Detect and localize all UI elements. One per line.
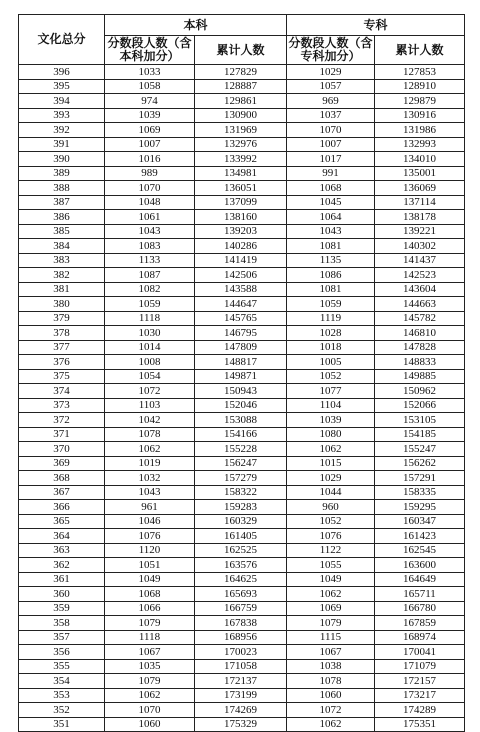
- undergrad-segment-cell: 1062: [105, 688, 195, 703]
- undergrad-cumulative-cell: 146795: [195, 326, 287, 341]
- vocational-segment-cell: 1005: [287, 355, 375, 370]
- score-cell: 367: [19, 485, 105, 500]
- undergrad-segment-cell: 1078: [105, 427, 195, 442]
- vocational-cumulative-cell: 160347: [375, 514, 465, 529]
- vocational-cumulative-cell: 143604: [375, 282, 465, 297]
- undergrad-segment-cell: 1083: [105, 239, 195, 254]
- score-cell: 368: [19, 471, 105, 486]
- vocational-segment-cell: 1055: [287, 558, 375, 573]
- undergrad-cumulative-cell: 150943: [195, 384, 287, 399]
- undergrad-segment-cell: 1032: [105, 471, 195, 486]
- table-row: [19, 616, 465, 631]
- score-cell: 389: [19, 166, 105, 181]
- vocational-cumulative-cell: 159295: [375, 500, 465, 515]
- undergrad-segment-cell: 1118: [105, 630, 195, 645]
- table-row: [19, 369, 465, 384]
- score-cell: 353: [19, 688, 105, 703]
- vocational-segment-cell: 1052: [287, 514, 375, 529]
- vocational-segment-cell: 1068: [287, 181, 375, 196]
- table-row: [19, 181, 465, 196]
- vocational-cumulative-cell: 149885: [375, 369, 465, 384]
- undergrad-segment-cell: 1079: [105, 616, 195, 631]
- undergrad-segment-cell: 1103: [105, 398, 195, 413]
- score-cell: 384: [19, 239, 105, 254]
- vocational-segment-cell: 1044: [287, 485, 375, 500]
- table-row: [19, 268, 465, 283]
- vocational-cumulative-cell: 152066: [375, 398, 465, 413]
- table-row: [19, 152, 465, 167]
- score-cell: 363: [19, 543, 105, 558]
- undergrad-segment-cell: 1039: [105, 108, 195, 123]
- table-row: [19, 311, 465, 326]
- vocational-cumulative-cell: 147828: [375, 340, 465, 355]
- score-cell: 378: [19, 326, 105, 341]
- undergrad-cumulative-cell: 127829: [195, 65, 287, 80]
- undergrad-cumulative-cell: 175329: [195, 717, 287, 732]
- header-group-undergrad: 本科: [105, 15, 287, 36]
- vocational-segment-cell: 1060: [287, 688, 375, 703]
- undergrad-segment-cell: 1059: [105, 297, 195, 312]
- table-row: [19, 253, 465, 268]
- vocational-segment-cell: 1007: [287, 137, 375, 152]
- table-row: [19, 645, 465, 660]
- undergrad-cumulative-cell: 142506: [195, 268, 287, 283]
- vocational-segment-cell: 991: [287, 166, 375, 181]
- vocational-segment-cell: 1104: [287, 398, 375, 413]
- score-cell: 381: [19, 282, 105, 297]
- score-cell: 355: [19, 659, 105, 674]
- undergrad-segment-cell: 1058: [105, 79, 195, 94]
- vocational-segment-cell: 1081: [287, 239, 375, 254]
- undergrad-segment-cell: 1069: [105, 123, 195, 138]
- undergrad-cumulative-cell: 160329: [195, 514, 287, 529]
- vocational-segment-cell: 969: [287, 94, 375, 109]
- undergrad-segment-cell: 1060: [105, 717, 195, 732]
- score-cell: 386: [19, 210, 105, 225]
- vocational-cumulative-cell: 150962: [375, 384, 465, 399]
- table-row: [19, 108, 465, 123]
- undergrad-segment-cell: 1070: [105, 703, 195, 718]
- vocational-segment-cell: 1017: [287, 152, 375, 167]
- vocational-segment-cell: 1067: [287, 645, 375, 660]
- vocational-cumulative-cell: 145782: [375, 311, 465, 326]
- vocational-segment-cell: 1069: [287, 601, 375, 616]
- table-row: [19, 703, 465, 718]
- undergrad-segment-cell: 1048: [105, 195, 195, 210]
- vocational-cumulative-cell: 170041: [375, 645, 465, 660]
- undergrad-cumulative-cell: 173199: [195, 688, 287, 703]
- table-row: [19, 514, 465, 529]
- header-undergrad-segment: 分数段人数（含本科加分）: [105, 36, 195, 65]
- vocational-cumulative-cell: 142523: [375, 268, 465, 283]
- score-table-container: [18, 14, 464, 732]
- undergrad-cumulative-cell: 167838: [195, 616, 287, 631]
- vocational-cumulative-cell: 161423: [375, 529, 465, 544]
- score-cell: 396: [19, 65, 105, 80]
- header-undergrad-cumulative: 累计人数: [195, 36, 287, 65]
- undergrad-segment-cell: 961: [105, 500, 195, 515]
- vocational-segment-cell: 1052: [287, 369, 375, 384]
- vocational-cumulative-cell: 148833: [375, 355, 465, 370]
- vocational-segment-cell: 1064: [287, 210, 375, 225]
- undergrad-segment-cell: 1035: [105, 659, 195, 674]
- table-row: [19, 166, 465, 181]
- vocational-segment-cell: 1077: [287, 384, 375, 399]
- undergrad-cumulative-cell: 128887: [195, 79, 287, 94]
- vocational-segment-cell: 1119: [287, 311, 375, 326]
- undergrad-cumulative-cell: 170023: [195, 645, 287, 660]
- score-cell: 366: [19, 500, 105, 515]
- vocational-cumulative-cell: 140302: [375, 239, 465, 254]
- vocational-cumulative-cell: 134010: [375, 152, 465, 167]
- undergrad-cumulative-cell: 144647: [195, 297, 287, 312]
- undergrad-segment-cell: 1133: [105, 253, 195, 268]
- score-cell: 376: [19, 355, 105, 370]
- score-cell: 369: [19, 456, 105, 471]
- table-row: [19, 384, 465, 399]
- table-row: [19, 558, 465, 573]
- score-cell: 393: [19, 108, 105, 123]
- table-row: [19, 427, 465, 442]
- vocational-segment-cell: 1076: [287, 529, 375, 544]
- vocational-segment-cell: 1039: [287, 413, 375, 428]
- vocational-cumulative-cell: 146810: [375, 326, 465, 341]
- vocational-cumulative-cell: 137114: [375, 195, 465, 210]
- undergrad-segment-cell: 1051: [105, 558, 195, 573]
- undergrad-cumulative-cell: 129861: [195, 94, 287, 109]
- undergrad-cumulative-cell: 156247: [195, 456, 287, 471]
- vocational-segment-cell: 1072: [287, 703, 375, 718]
- undergrad-cumulative-cell: 136051: [195, 181, 287, 196]
- undergrad-cumulative-cell: 155228: [195, 442, 287, 457]
- undergrad-segment-cell: 1007: [105, 137, 195, 152]
- undergrad-cumulative-cell: 149871: [195, 369, 287, 384]
- undergrad-segment-cell: 1016: [105, 152, 195, 167]
- undergrad-segment-cell: 1030: [105, 326, 195, 341]
- undergrad-segment-cell: 1068: [105, 587, 195, 602]
- table-row: [19, 529, 465, 544]
- undergrad-cumulative-cell: 154166: [195, 427, 287, 442]
- vocational-cumulative-cell: 164649: [375, 572, 465, 587]
- undergrad-segment-cell: 1082: [105, 282, 195, 297]
- vocational-cumulative-cell: 163600: [375, 558, 465, 573]
- table-row: [19, 456, 465, 471]
- undergrad-cumulative-cell: 138160: [195, 210, 287, 225]
- score-cell: 352: [19, 703, 105, 718]
- undergrad-segment-cell: 1076: [105, 529, 195, 544]
- table-row: [19, 210, 465, 225]
- score-cell: 370: [19, 442, 105, 457]
- vocational-cumulative-cell: 136069: [375, 181, 465, 196]
- vocational-segment-cell: 1080: [287, 427, 375, 442]
- table-row: [19, 355, 465, 370]
- undergrad-segment-cell: 1079: [105, 674, 195, 689]
- vocational-cumulative-cell: 158335: [375, 485, 465, 500]
- undergrad-cumulative-cell: 145765: [195, 311, 287, 326]
- undergrad-segment-cell: 1014: [105, 340, 195, 355]
- vocational-cumulative-cell: 162545: [375, 543, 465, 558]
- vocational-cumulative-cell: 129879: [375, 94, 465, 109]
- score-cell: 362: [19, 558, 105, 573]
- vocational-cumulative-cell: 155247: [375, 442, 465, 457]
- score-cell: 358: [19, 616, 105, 631]
- undergrad-cumulative-cell: 148817: [195, 355, 287, 370]
- undergrad-segment-cell: 1046: [105, 514, 195, 529]
- undergrad-segment-cell: 1070: [105, 181, 195, 196]
- score-cell: 365: [19, 514, 105, 529]
- score-cell: 380: [19, 297, 105, 312]
- vocational-cumulative-cell: 127853: [375, 65, 465, 80]
- table-row: [19, 282, 465, 297]
- score-cell: 385: [19, 224, 105, 239]
- table-row: [19, 572, 465, 587]
- vocational-cumulative-cell: 130916: [375, 108, 465, 123]
- header-vocational-cumulative: 累计人数: [375, 36, 465, 65]
- header-group-vocational: 专科: [287, 15, 465, 36]
- score-cell: 364: [19, 529, 105, 544]
- table-row: [19, 398, 465, 413]
- undergrad-segment-cell: 1067: [105, 645, 195, 660]
- score-cell: 377: [19, 340, 105, 355]
- vocational-segment-cell: 1079: [287, 616, 375, 631]
- undergrad-segment-cell: 1120: [105, 543, 195, 558]
- undergrad-segment-cell: 1061: [105, 210, 195, 225]
- table-row: [19, 65, 465, 80]
- undergrad-cumulative-cell: 159283: [195, 500, 287, 515]
- table-row: [19, 224, 465, 239]
- undergrad-cumulative-cell: 141419: [195, 253, 287, 268]
- undergrad-cumulative-cell: 132976: [195, 137, 287, 152]
- undergrad-cumulative-cell: 161405: [195, 529, 287, 544]
- undergrad-cumulative-cell: 134981: [195, 166, 287, 181]
- undergrad-segment-cell: 1062: [105, 442, 195, 457]
- vocational-segment-cell: 960: [287, 500, 375, 515]
- vocational-cumulative-cell: 154185: [375, 427, 465, 442]
- undergrad-cumulative-cell: 164625: [195, 572, 287, 587]
- vocational-segment-cell: 1037: [287, 108, 375, 123]
- score-cell: 395: [19, 79, 105, 94]
- undergrad-segment-cell: 1087: [105, 268, 195, 283]
- vocational-segment-cell: 1059: [287, 297, 375, 312]
- table-row: [19, 674, 465, 689]
- vocational-cumulative-cell: 138178: [375, 210, 465, 225]
- vocational-segment-cell: 1135: [287, 253, 375, 268]
- table-row: [19, 297, 465, 312]
- vocational-segment-cell: 1122: [287, 543, 375, 558]
- undergrad-segment-cell: 1066: [105, 601, 195, 616]
- undergrad-cumulative-cell: 158322: [195, 485, 287, 500]
- vocational-segment-cell: 1028: [287, 326, 375, 341]
- undergrad-cumulative-cell: 147809: [195, 340, 287, 355]
- vocational-segment-cell: 1029: [287, 471, 375, 486]
- header-score: 文化总分: [19, 15, 105, 65]
- score-cell: 373: [19, 398, 105, 413]
- table-row: [19, 137, 465, 152]
- vocational-segment-cell: 1043: [287, 224, 375, 239]
- vocational-segment-cell: 1062: [287, 587, 375, 602]
- vocational-cumulative-cell: 128910: [375, 79, 465, 94]
- undergrad-cumulative-cell: 157279: [195, 471, 287, 486]
- score-cell: 360: [19, 587, 105, 602]
- score-cell: 374: [19, 384, 105, 399]
- table-row: [19, 413, 465, 428]
- header-vocational-segment: 分数段人数（含专科加分）: [288, 36, 373, 63]
- undergrad-cumulative-cell: 174269: [195, 703, 287, 718]
- table-row: [19, 485, 465, 500]
- undergrad-cumulative-cell: 168956: [195, 630, 287, 645]
- score-cell: 383: [19, 253, 105, 268]
- undergrad-cumulative-cell: 130900: [195, 108, 287, 123]
- vocational-segment-cell: 1115: [287, 630, 375, 645]
- undergrad-segment-cell: 1054: [105, 369, 195, 384]
- vocational-cumulative-cell: 168974: [375, 630, 465, 645]
- table-row: [19, 601, 465, 616]
- table-body: [19, 65, 465, 732]
- undergrad-cumulative-cell: 140286: [195, 239, 287, 254]
- undergrad-cumulative-cell: 131969: [195, 123, 287, 138]
- score-cell: 391: [19, 137, 105, 152]
- undergrad-cumulative-cell: 171058: [195, 659, 287, 674]
- score-distribution-table: [18, 14, 465, 732]
- table-row: [19, 688, 465, 703]
- undergrad-cumulative-cell: 152046: [195, 398, 287, 413]
- score-cell: 361: [19, 572, 105, 587]
- vocational-cumulative-cell: 135001: [375, 166, 465, 181]
- score-cell: 387: [19, 195, 105, 210]
- vocational-segment-cell: 1070: [287, 123, 375, 138]
- undergrad-cumulative-cell: 166759: [195, 601, 287, 616]
- vocational-cumulative-cell: 131986: [375, 123, 465, 138]
- table-row: [19, 123, 465, 138]
- undergrad-segment-cell: 1072: [105, 384, 195, 399]
- undergrad-cumulative-cell: 163576: [195, 558, 287, 573]
- table-row: [19, 587, 465, 602]
- vocational-segment-cell: 1078: [287, 674, 375, 689]
- score-cell: 392: [19, 123, 105, 138]
- table-row: [19, 79, 465, 94]
- vocational-segment-cell: 1086: [287, 268, 375, 283]
- vocational-segment-cell: 1029: [287, 65, 375, 80]
- vocational-cumulative-cell: 171079: [375, 659, 465, 674]
- vocational-cumulative-cell: 166780: [375, 601, 465, 616]
- undergrad-segment-cell: 974: [105, 94, 195, 109]
- table-row: [19, 326, 465, 341]
- score-cell: 351: [19, 717, 105, 732]
- score-cell: 357: [19, 630, 105, 645]
- vocational-cumulative-cell: 172157: [375, 674, 465, 689]
- undergrad-segment-cell: 1019: [105, 456, 195, 471]
- table-row: [19, 239, 465, 254]
- score-cell: 356: [19, 645, 105, 660]
- score-cell: 354: [19, 674, 105, 689]
- vocational-segment-cell: 1018: [287, 340, 375, 355]
- table-row: [19, 717, 465, 732]
- vocational-cumulative-cell: 174289: [375, 703, 465, 718]
- table-row: [19, 630, 465, 645]
- vocational-cumulative-cell: 141437: [375, 253, 465, 268]
- vocational-cumulative-cell: 173217: [375, 688, 465, 703]
- score-cell: 388: [19, 181, 105, 196]
- vocational-cumulative-cell: 153105: [375, 413, 465, 428]
- table-row: [19, 471, 465, 486]
- table-row: [19, 442, 465, 457]
- undergrad-segment-cell: 989: [105, 166, 195, 181]
- vocational-segment-cell: 1062: [287, 717, 375, 732]
- undergrad-segment-cell: 1043: [105, 224, 195, 239]
- undergrad-cumulative-cell: 133992: [195, 152, 287, 167]
- vocational-cumulative-cell: 132993: [375, 137, 465, 152]
- vocational-segment-cell: 1081: [287, 282, 375, 297]
- vocational-segment-cell: 1062: [287, 442, 375, 457]
- vocational-cumulative-cell: 156262: [375, 456, 465, 471]
- undergrad-segment-cell: 1118: [105, 311, 195, 326]
- score-cell: 371: [19, 427, 105, 442]
- score-cell: 390: [19, 152, 105, 167]
- undergrad-segment-cell: 1049: [105, 572, 195, 587]
- vocational-cumulative-cell: 157291: [375, 471, 465, 486]
- table-row: [19, 543, 465, 558]
- undergrad-segment-cell: 1043: [105, 485, 195, 500]
- undergrad-segment-cell: 1033: [105, 65, 195, 80]
- score-cell: 382: [19, 268, 105, 283]
- vocational-segment-cell: 1045: [287, 195, 375, 210]
- undergrad-segment-cell: 1042: [105, 413, 195, 428]
- vocational-segment-cell: 1038: [287, 659, 375, 674]
- undergrad-cumulative-cell: 172137: [195, 674, 287, 689]
- vocational-cumulative-cell: 139221: [375, 224, 465, 239]
- vocational-cumulative-cell: 167859: [375, 616, 465, 631]
- vocational-cumulative-cell: 175351: [375, 717, 465, 732]
- table-row: [19, 195, 465, 210]
- score-cell: 394: [19, 94, 105, 109]
- score-cell: 379: [19, 311, 105, 326]
- undergrad-cumulative-cell: 139203: [195, 224, 287, 239]
- undergrad-cumulative-cell: 153088: [195, 413, 287, 428]
- table-header: [19, 15, 465, 65]
- undergrad-segment-cell: 1008: [105, 355, 195, 370]
- vocational-segment-cell: 1057: [287, 79, 375, 94]
- table-row: [19, 500, 465, 515]
- score-cell: 359: [19, 601, 105, 616]
- undergrad-cumulative-cell: 143588: [195, 282, 287, 297]
- vocational-cumulative-cell: 165711: [375, 587, 465, 602]
- vocational-cumulative-cell: 144663: [375, 297, 465, 312]
- table-row: [19, 659, 465, 674]
- table-row: [19, 340, 465, 355]
- score-cell: 375: [19, 369, 105, 384]
- undergrad-cumulative-cell: 162525: [195, 543, 287, 558]
- undergrad-cumulative-cell: 165693: [195, 587, 287, 602]
- undergrad-cumulative-cell: 137099: [195, 195, 287, 210]
- vocational-segment-cell: 1049: [287, 572, 375, 587]
- vocational-segment-cell: 1015: [287, 456, 375, 471]
- table-row: [19, 94, 465, 109]
- score-cell: 372: [19, 413, 105, 428]
